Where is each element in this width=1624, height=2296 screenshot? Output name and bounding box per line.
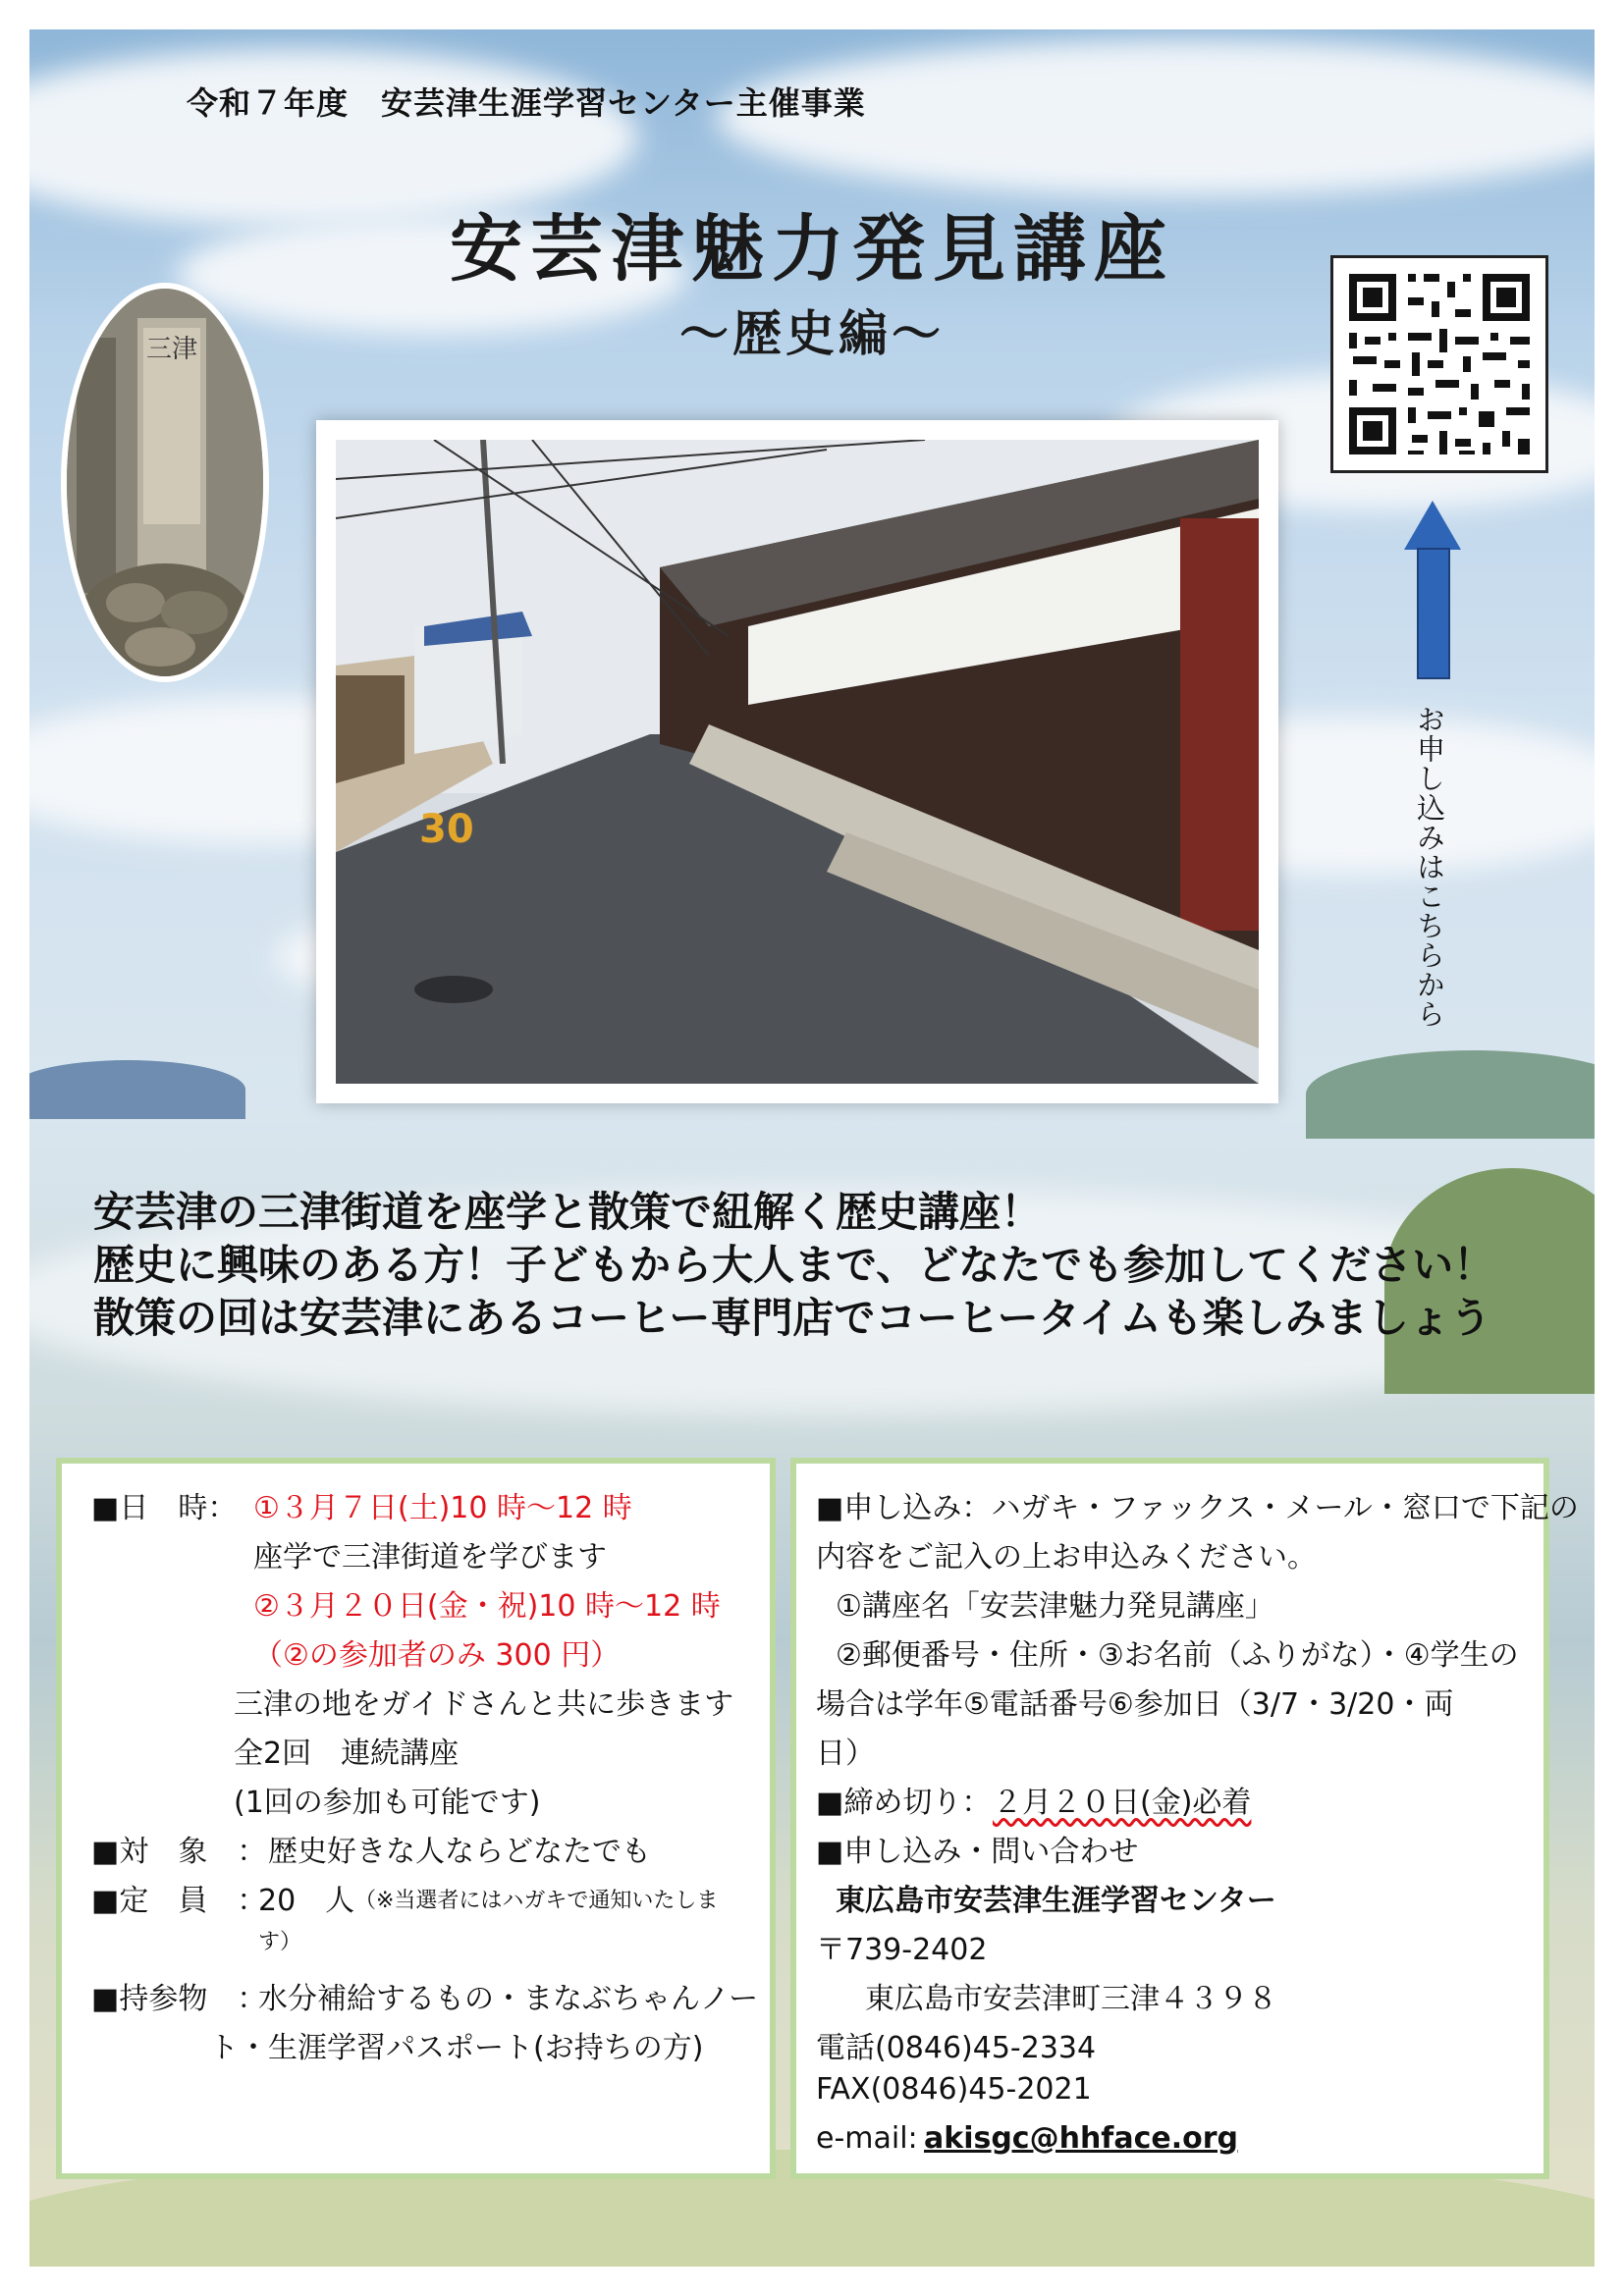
session-2-description: 三津の地をガイドさんと共に歩きます	[234, 1687, 734, 1722]
qr-caption: お申し込みはこちらから	[1413, 705, 1446, 1029]
target-label: ■対 象 ：	[91, 1835, 267, 1869]
required-item-3: 場合は学年⑤電話番号⑥参加日（3/7・3/20・両	[816, 1687, 1454, 1722]
address: 東広島市安芸津町三津４３９８	[865, 1982, 1277, 2016]
lead-line-3: 散策の回は安芸津にあるコーヒー専門店でコーヒータイムも楽しみましょう	[93, 1294, 1491, 1342]
required-item-2: ②郵便番号・住所・③お名前（ふりがな）・④学生の	[836, 1638, 1519, 1673]
arrow-up-shaft	[1417, 548, 1450, 679]
target-value: 歴史好きな人ならどなたでも	[268, 1835, 651, 1869]
phone-number: 電話(0846)45-2334	[816, 2031, 1097, 2065]
contact-label: ■申し込み・問い合わせ	[816, 1835, 1139, 1869]
session-2-fee: （②の参加者のみ 300 円）	[253, 1638, 621, 1673]
required-item-4: 日）	[816, 1736, 875, 1771]
capacity-value: 20 人	[258, 1884, 355, 1918]
bring-label: ■持参物 ：	[91, 1982, 267, 2016]
bring-value: 水分補給するもの・まなぶちゃんノー	[258, 1982, 759, 2016]
capacity-note-end: す）	[258, 1930, 302, 1954]
stone-monument-photo	[61, 283, 269, 682]
center-name: 東広島市安芸津生涯学習センター	[836, 1884, 1276, 1918]
monument-inscription: 三津	[145, 335, 198, 364]
postal-code: 〒739-2402	[816, 1933, 988, 1967]
email-link[interactable]: akisgc@hhface.org	[924, 2121, 1239, 2156]
old-street-photo	[336, 440, 1259, 1084]
required-item-1: ①講座名「安芸津魅力発見講座」	[836, 1589, 1274, 1624]
arrow-up-icon	[1404, 501, 1461, 550]
page-subtitle: ～歴史編～	[679, 304, 945, 362]
organizer-heading: 令和７年度 安芸津生涯学習センター主催事業	[187, 84, 866, 122]
application-box	[790, 1458, 1579, 2179]
fax-number: FAX(0846)45-2021	[816, 2072, 1092, 2107]
session-1: ①３月７日(土)10 時～12 時	[253, 1491, 632, 1525]
old-street-photo-frame	[316, 420, 1278, 1103]
series-note: (1回の参加も可能です)	[234, 1786, 541, 1820]
email-label: e-mail:	[816, 2121, 918, 2156]
bring-value-cont: ト・生涯学習パスポート(お持ちの方)	[209, 2031, 704, 2065]
session-2: ②３月２０日(金・祝)10 時～12 時	[253, 1589, 721, 1624]
page-title: 安芸津魅力発見講座	[450, 207, 1174, 292]
application-method-cont: 内容をご記入の上お申込みください。	[816, 1540, 1317, 1575]
road-speed-marking: 30	[419, 807, 474, 852]
capacity-note: （※当選者にはハガキで通知いたしま	[354, 1889, 719, 1913]
deadline-label: ■締め切り：	[816, 1786, 992, 1820]
qr-code[interactable]	[1330, 255, 1548, 473]
lead-line-1: 安芸津の三津街道を座学と散策で紐解く歴史講座！	[93, 1188, 1043, 1236]
capacity-label: ■定 員 ：	[91, 1884, 267, 1918]
session-1-description: 座学で三津街道を学びます	[253, 1540, 607, 1575]
event-details-box	[56, 1458, 776, 2179]
application-method: ■申し込み：ハガキ・ファックス・メール・窓口で下記の	[816, 1491, 1579, 1525]
series-info: 全2回 連続講座	[234, 1736, 460, 1771]
lead-text	[93, 1186, 1494, 1345]
date-label: ■日 時：	[91, 1491, 238, 1525]
lead-line-2: 歴史に興味のある方！子どもから大人まで、どなたでも参加してください！	[93, 1241, 1495, 1289]
deadline-value: ２月２０日(金)必着	[993, 1786, 1252, 1820]
